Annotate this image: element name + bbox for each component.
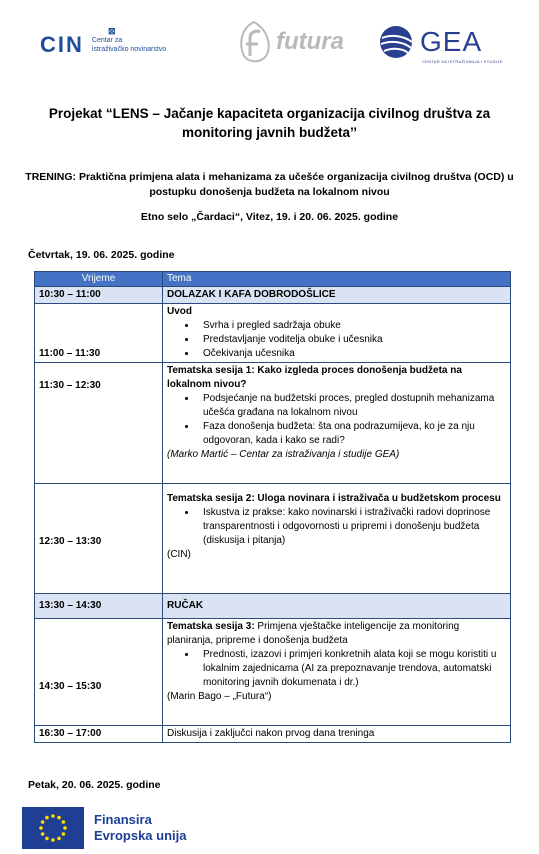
row-topic: RUČAK <box>163 594 511 619</box>
row-time: 16:30 – 17:00 <box>35 726 163 743</box>
row-time: 14:30 – 15:30 <box>35 619 163 726</box>
row-topic <box>163 363 511 484</box>
topic-list <box>167 392 506 448</box>
table-row <box>35 594 511 619</box>
topic-title: Tematska sesija 1: Kako izgleda proces donošenja budžeta na lokalnom nivou? <box>167 365 462 390</box>
row-time: 11:00 – 11:30 <box>35 304 163 363</box>
list-item: • Očekivanja učesnika <box>197 347 506 361</box>
eu-line1: Finansira <box>94 812 152 827</box>
row-time: 11:30 – 12:30 <box>35 363 163 484</box>
topic-title-rest: Primjena vještačke inteligencije za monitoring planiranja, pripreme i donošenja budžeta <box>167 621 460 646</box>
topic-list <box>167 506 506 548</box>
table-row <box>35 304 511 363</box>
row-topic: Diskusija i zaključci nakon prvog dana treninga <box>163 726 511 743</box>
eu-flag-icon <box>22 807 84 849</box>
topic-list <box>167 648 506 690</box>
topic-note: (CIN) <box>167 549 191 560</box>
gea-globe-icon <box>378 24 414 60</box>
header-logos <box>0 14 539 74</box>
eu-line2: Evropska unija <box>94 828 187 843</box>
futura-wordmark: futura <box>276 28 344 55</box>
agenda-table <box>34 271 511 743</box>
cin-logo <box>40 26 167 58</box>
header-time: Vrijeme <box>35 272 163 287</box>
cin-wordmark: CIN <box>40 32 84 57</box>
list-item: • Iskustva iz prakse: kako novinarski i istraživački radovi doprinose transparentnosti i odgovornosti u pripremi i donošenju budžeta (diskusija i pitanja) <box>197 506 506 548</box>
row-time: 12:30 – 13:30 <box>35 484 163 594</box>
training-location: Etno selo „Čardaci“, Vitez, 19. i 20. 06. 2025. godine <box>140 211 399 223</box>
table-header-row <box>35 272 511 287</box>
topic-title: Uvod <box>167 306 192 317</box>
table-row <box>35 287 511 304</box>
row-time: 13:30 – 14:30 <box>35 594 163 619</box>
cin-mark-icon: ⊠ <box>108 26 116 36</box>
row-topic <box>163 619 511 726</box>
day2-label: Petak, 20. 06. 2025. godine <box>28 779 161 791</box>
futura-emblem-icon <box>236 20 272 64</box>
cin-subtitle-line1: Centar za <box>91 37 123 44</box>
table-row <box>35 484 511 594</box>
gea-wordmark: GEA <box>420 26 483 57</box>
list-item: • Podsjećanje na budžetski proces, pregled dostupnih mehanizama učešća građana na lokalnom nivou <box>197 392 506 420</box>
gea-subtitle: CENTAR ZA ISTRAŽIVANJA I STUDIJE <box>422 59 503 64</box>
project-title: Projekat “LENS – Jačanje kapaciteta organizacija civilnog društva za monitoring javnih budžeta’’ <box>48 106 491 140</box>
row-topic: DOLAZAK I KAFA DOBRODOŠLICE <box>163 287 511 304</box>
header-topic: Tema <box>163 272 511 287</box>
row-time: 10:30 – 11:00 <box>35 287 163 304</box>
training-title: TRENING: Praktična primjena alata i mehanizama za učešće organizacija civilnog društva (OCD) u postupku donošenja budžeta na lokalnom nivou <box>25 171 514 198</box>
eu-funding-text <box>94 812 186 844</box>
table-row <box>35 726 511 743</box>
row-topic <box>163 304 511 363</box>
table-row <box>35 363 511 484</box>
day1-label: Četvrtak, 19. 06. 2025. godine <box>28 249 175 261</box>
cin-subtitle-line2: istraživačko novinarstvo <box>91 46 167 53</box>
topic-note: (Marin Bago – „Futura“) <box>167 691 272 702</box>
topic-note: (Marko Martić – Centar za istraživanja i studije GEA) <box>167 449 400 460</box>
list-item: • Faza donošenja budžeta: šta ona podrazumijeva, ko je za nju odgovoran, kada i kako se radi? <box>197 420 506 448</box>
topic-list <box>167 319 506 361</box>
eu-funding-logo <box>22 807 186 849</box>
gea-logo <box>378 24 503 64</box>
list-item: • Svrha i pregled sadržaja obuke <box>197 319 506 333</box>
futura-logo <box>236 20 344 64</box>
table-row <box>35 619 511 726</box>
topic-title <box>167 620 506 648</box>
topic-title: Tematska sesija 2: Uloga novinara i istraživača u budžetskom procesu <box>167 493 501 504</box>
row-topic <box>163 484 511 594</box>
cin-subtitle <box>92 36 166 54</box>
list-item: • Predstavljanje voditelja obuke i učesnika <box>197 333 506 347</box>
topic-title-bold: Tematska sesija 3: <box>167 621 255 632</box>
list-item: • Prednosti, izazovi i primjeri konkretnih alata koji se mogu koristiti u lokalnim zajednicama (AI za prepoznavanje trendova, automatski monitoring javnih dokumenata i dr.) <box>197 648 506 690</box>
